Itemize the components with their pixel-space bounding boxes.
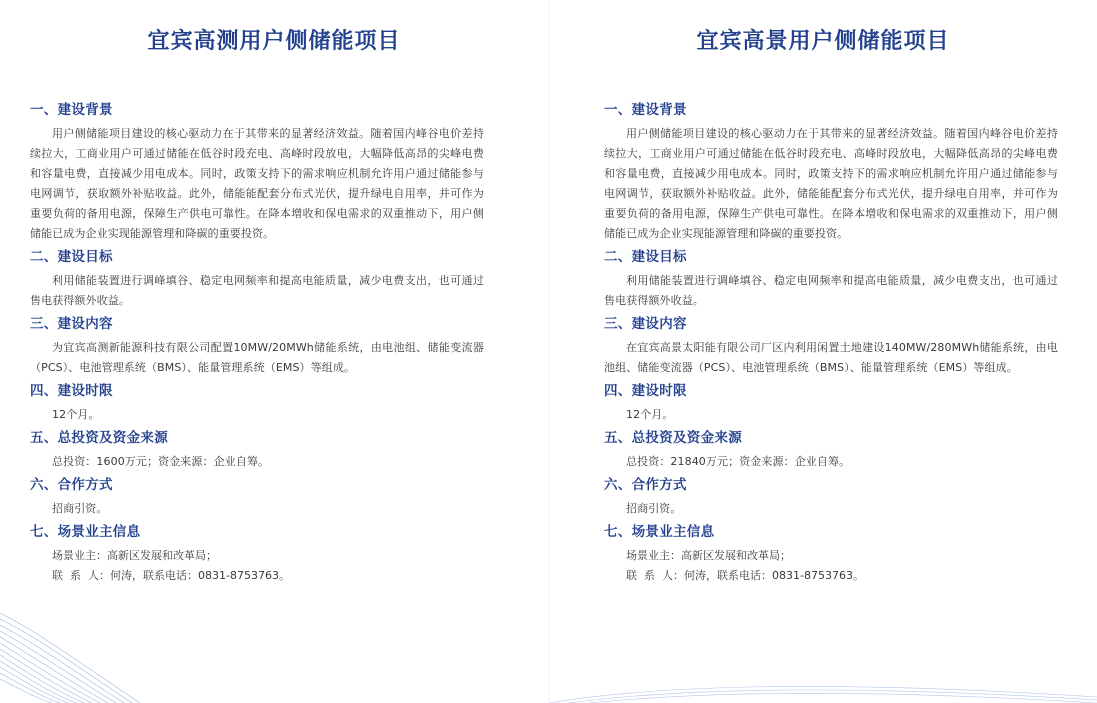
- section-duration: [604, 381, 1058, 425]
- section-owner-info: [30, 522, 484, 586]
- section-body: 12个月。: [626, 408, 674, 421]
- section-body: 利用储能装置进行调峰填谷、稳定电网频率和提高电能质量，减少电费支出，也可通过售电获得额外收益。: [604, 274, 1058, 307]
- section-body: 总投资：1600万元；资金来源：企业自筹。: [52, 455, 270, 468]
- section-body: 招商引资。: [626, 502, 682, 515]
- section-heading: 一、建设背景: [30, 102, 113, 118]
- contact-line: 联 系 人：何涛，联系电话：0831-8753763。: [626, 569, 864, 582]
- contact-line: 联 系 人：何涛，联系电话：0831-8753763。: [52, 569, 290, 582]
- section-body: 利用储能装置进行调峰填谷、稳定电网频率和提高电能质量，减少电费支出，也可通过售电获得额外收益。: [30, 274, 484, 307]
- page-title: 宜宾高测用户侧储能项目: [147, 29, 401, 54]
- page-content: [30, 98, 484, 586]
- owner-line: 场景业主：高新区发展和改革局；: [52, 549, 217, 562]
- section-background: [30, 100, 484, 244]
- section-heading: 七、场景业主信息: [30, 524, 141, 540]
- section-content: [30, 314, 484, 378]
- section-body: 招商引资。: [52, 502, 108, 515]
- decorative-wave: [549, 673, 1097, 703]
- section-body: 总投资：21840万元；资金来源：企业自筹。: [626, 455, 851, 468]
- section-body: 为宜宾高测新能源科技有限公司配置10MW/20MWh储能系统，由电池组、储能变流器（PCS）、电池管理系统（BMS）、能量管理系统（EMS）等组成。: [30, 341, 484, 374]
- section-body: 12个月。: [52, 408, 100, 421]
- owner-line: 场景业主：高新区发展和改革局；: [626, 549, 791, 562]
- section-heading: 三、建设内容: [604, 316, 687, 332]
- section-heading: 三、建设内容: [30, 316, 113, 332]
- section-background: [604, 100, 1058, 244]
- section-owner-info: [604, 522, 1058, 586]
- right-page: [549, 0, 1097, 703]
- section-investment: [604, 428, 1058, 472]
- section-heading: 一、建设背景: [604, 102, 687, 118]
- section-duration: [30, 381, 484, 425]
- section-goal: [30, 247, 484, 311]
- section-cooperation: [604, 475, 1058, 519]
- section-heading: 二、建设目标: [30, 249, 113, 265]
- section-heading: 七、场景业主信息: [604, 524, 715, 540]
- section-heading: 六、合作方式: [604, 477, 687, 493]
- section-body: 在宜宾高景太阳能有限公司厂区内利用闲置土地建设140MW/280MWh储能系统，由电池组、储能变流器（PCS）、电池管理系统（BMS）、能量管理系统（EMS）等组成。: [604, 341, 1058, 374]
- section-heading: 四、建设时限: [604, 383, 687, 399]
- section-heading: 五、总投资及资金来源: [30, 430, 168, 446]
- section-content: [604, 314, 1058, 378]
- section-investment: [30, 428, 484, 472]
- section-heading: 五、总投资及资金来源: [604, 430, 742, 446]
- decorative-wave: [0, 613, 200, 703]
- section-heading: 四、建设时限: [30, 383, 113, 399]
- section-heading: 六、合作方式: [30, 477, 113, 493]
- left-page: [0, 0, 548, 703]
- page-title: 宜宾高景用户侧储能项目: [696, 29, 950, 54]
- section-cooperation: [30, 475, 484, 519]
- section-goal: [604, 247, 1058, 311]
- section-heading: 二、建设目标: [604, 249, 687, 265]
- section-body: 用户侧储能项目建设的核心驱动力在于其带来的显著经济效益。随着国内峰谷电价差持续拉大，工商业用户可通过储能在低谷时段充电、高峰时段放电，大幅降低高昂的尖峰电费和容量电费，直接减少用电成本。同时，政策支持下的需求响应机制允许用户通过储能参与电网调节，获取额外补贴收益。此外，储能能配套分布式光伏，提升绿电自用率，并可作为重要负荷的备用电源，保障生产供电可靠性。在降本增收和保电需求的双重推动下，用户侧储能已成为企业实现能源管理和降碳的重要投资。: [604, 127, 1058, 240]
- page-content: [604, 98, 1058, 586]
- section-body: 用户侧储能项目建设的核心驱动力在于其带来的显著经济效益。随着国内峰谷电价差持续拉大，工商业用户可通过储能在低谷时段充电、高峰时段放电，大幅降低高昂的尖峰电费和容量电费，直接减少用电成本。同时，政策支持下的需求响应机制允许用户通过储能参与电网调节，获取额外补贴收益。此外，储能能配套分布式光伏，提升绿电自用率，并可作为重要负荷的备用电源，保障生产供电可靠性。在降本增收和保电需求的双重推动下，用户侧储能已成为企业实现能源管理和降碳的重要投资。: [30, 127, 484, 240]
